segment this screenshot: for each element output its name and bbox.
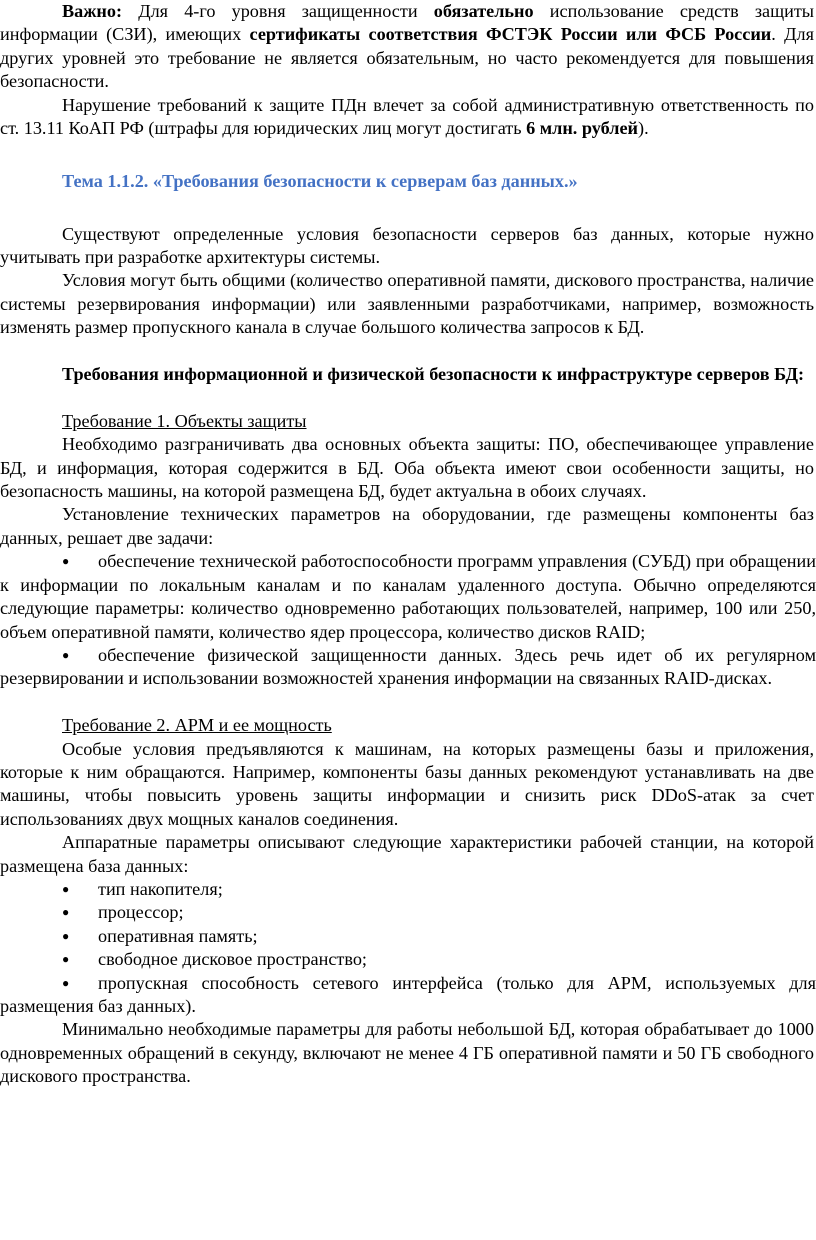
requirement-2-paragraph-2: Аппаратные параметры описывают следующие характеристики рабочей станции, на которой размещена база данных: [0,832,814,876]
topic-heading: Тема 1.1.2. «Требования безопасности к серверам баз данных.» [62,170,578,191]
list-item [0,925,816,948]
paragraph-intro: Существуют определенные условия безопасности серверов баз данных, которые нужно учитывать при разработке архитектуры системы. [0,223,814,268]
list-item-text: свободное дисковое пространство; [98,949,367,970]
list-item-text: обеспечение технической работоспособности программ управления (СУБД) при обращении к информации по локальным каналам и по каналам удаленного доступа. Обычно определяются следующие параметры: количество одновременно работающих пользователей, например, 100 или 250, объем оперативной памяти, количество ядер процессора, количество дисков RAID; [0,551,816,642]
paragraph-important-note [0,0,816,94]
important-label: Важно: [62,1,123,21]
text-fragment: . Для других уровней это требование не является обязательным, но часто рекомендуется для повышения безопасности. [0,24,815,92]
list-item [0,878,816,901]
list-item-text: тип накопителя; [98,878,223,899]
bold-fragment: обязательно [433,1,534,21]
spacer [0,340,816,363]
bullet-icon: ● [62,554,70,569]
text-fragment: ). [638,118,649,139]
section-bold-heading: Требования информационной и физической безопасности к инфраструктуре серверов БД: [62,364,805,385]
spacer [0,691,816,714]
requirement-1-paragraph-1: Необходимо разграничивать два основных объекта защиты: ПО, обеспечивающее управление БД, и информация, которая содержится в БД. Оба объекта имеют свои особенности защиты, но безопасность машины, на которой размещена БД, будет актуальна в обоих случаях. [0,434,814,502]
list-item [0,901,816,924]
requirement-1-paragraph-2: Установление технических параметров на оборудовании, где размещены компоненты баз данных, решает две задачи: [0,504,814,548]
list-item-text: обеспечение физической защищенности данных. Здесь речь идет об их регулярном резервировании и использовании возможностей хранения информации на связанных RAID-дисках. [0,644,816,689]
text-fragment: Нарушение требований к защите ПДн влечет за собой административную ответственность по ст. 13.11 КоАП РФ (штрафы для юридических лиц могут достигать [0,94,814,139]
list-item [0,972,816,1019]
list-item-text: пропускная способность сетевого интерфейса (только для АРМ, используемых для размещения баз данных). [0,972,816,1016]
bullet-icon: ● [62,928,70,943]
spacer [0,193,816,216]
requirement-2-paragraph-1: Особые условия предъявляются к машинам, на которых размещены базы и приложения, которые к ним обращаются. Например, компоненты базы данных рекомендуют устанавливать на две машины, чтобы повысить уровень защиты информации и снизить риск DDoS-атак за счет использованиях двух мощных каналов соединения. [0,738,814,829]
bold-fragment: сертификаты соответствия ФСТЭК России или ФСБ России [249,24,772,45]
bullet-icon: ● [62,905,70,920]
requirement-2-title: Требование 2. АРМ и ее мощность [62,715,332,736]
bullet-icon: ● [62,975,70,990]
paragraph-conditions: Условия могут быть общими (количество оперативной памяти, дискового пространства, наличие системы резервирования информации) или заявленными разработчиками, например, возможность изменять размер пропускного канала в случае большого количества запросов к БД. [0,270,814,338]
spacer [0,386,816,409]
list-item-text: оперативная память; [98,925,258,946]
list-item-text: процессор; [98,902,184,923]
bullet-icon: ● [62,952,70,967]
requirement-2-paragraph-3: Минимально необходимые параметры для работы небольшой БД, которая обрабатывает до 1000 одновременных обращений в секунду, включают не менее 4 ГБ оперативной памяти и 50 ГБ свободного дискового пространства. [0,1019,814,1087]
spacer [0,140,816,163]
bullet-icon: ● [62,647,70,662]
list-item [0,550,816,644]
bold-fragment: 6 млн. рублей [526,118,639,139]
text-fragment: Для 4-го уровня защищенности [122,1,434,21]
text-fragment: использование средств защиты информации (СЗИ), имеющих [0,1,815,45]
list-item [0,948,816,971]
list-item [0,644,816,691]
bullet-icon: ● [62,881,70,896]
paragraph-liability [0,94,816,141]
requirement-1-title: Требование 1. Объекты защиты [62,410,307,431]
